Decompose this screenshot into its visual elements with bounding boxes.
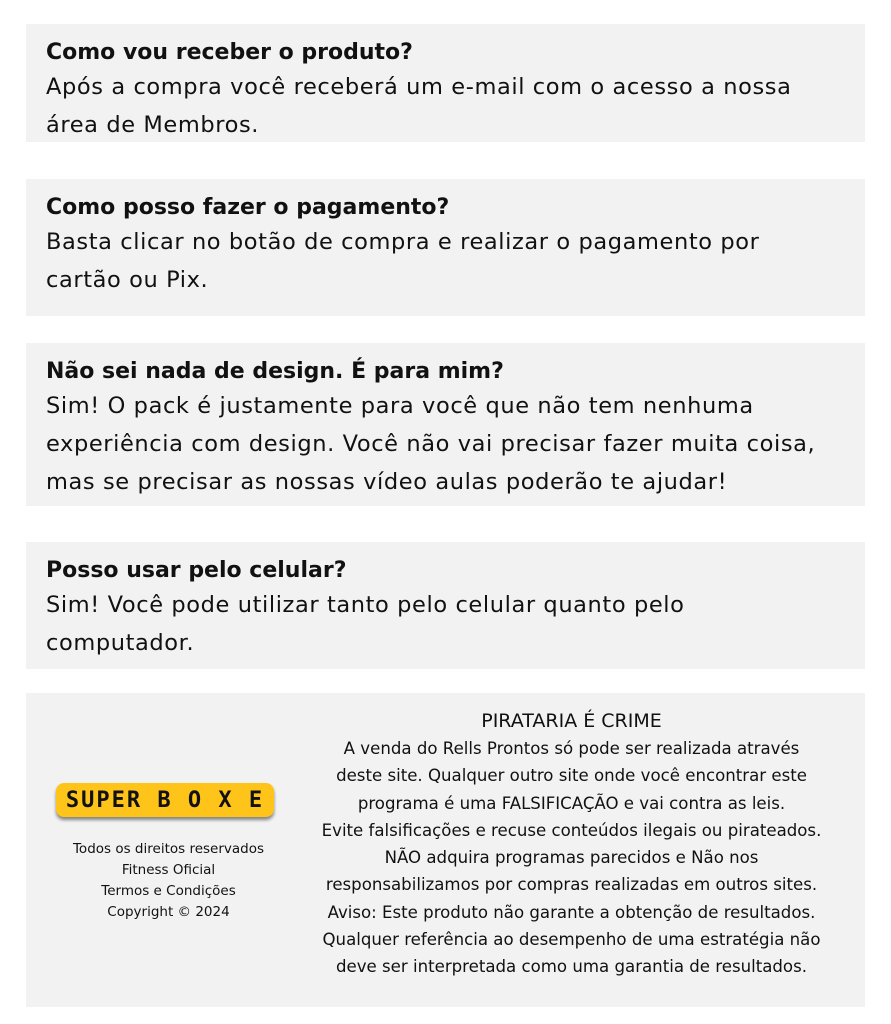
faq-question: Como posso fazer o pagamento? xyxy=(46,195,450,220)
piracy-title: PIRATARIA É CRIME xyxy=(481,710,662,732)
faq-answer-line: computador. xyxy=(46,630,195,656)
faq-question: Não sei nada de design. É para mim? xyxy=(46,359,504,384)
brand-name-text: Fitness Oficial xyxy=(121,862,216,878)
faq-item-mobile xyxy=(26,542,865,669)
legal-line: NÃO adquira programas parecidos e Não nos xyxy=(384,848,759,868)
faq-answer-line: Sim! Você pode utilizar tanto pelo celular quanto pelo xyxy=(46,592,685,618)
super-boxe-logo: SUPER B O X E xyxy=(56,783,274,817)
faq-answer-line: Sim! O pack é justamente para você que não tem nenhuma xyxy=(46,393,754,419)
faq-item-receive-product xyxy=(26,24,865,142)
legal-line: deste site. Qualquer outro site onde você encontrar este xyxy=(336,766,807,786)
terms-link[interactable]: Termos e Condições xyxy=(101,883,236,899)
legal-text xyxy=(284,735,859,981)
faq-item-payment xyxy=(26,179,865,316)
legal-line: A venda do Rells Prontos só pode ser realizada através xyxy=(343,739,800,758)
faq-question: Posso usar pelo celular? xyxy=(46,558,347,583)
footer-brand xyxy=(56,693,281,1007)
faq-question: Como vou receber o produto? xyxy=(46,40,413,65)
footer-legal xyxy=(284,707,859,981)
faq-answer-line: área de Membros. xyxy=(46,112,260,138)
faq-answer-line: Basta clicar no botão de compra e realizar o pagamento por xyxy=(46,229,760,255)
rights-reserved-text: Todos os direitos reservados xyxy=(72,841,265,857)
footer-brand-lines xyxy=(56,839,281,923)
faq-answer-line: mas se precisar as nossas vídeo aulas poderão te ajudar! xyxy=(46,469,728,495)
legal-line: Aviso: Este produto não garante a obtenção de resultados. xyxy=(327,902,816,922)
footer xyxy=(26,693,865,1007)
legal-line: Qualquer referência ao desempenho de uma estratégia não xyxy=(322,930,821,950)
faq-item-design xyxy=(26,343,865,506)
legal-line: deve ser interpretada como uma garantia de resultados. xyxy=(335,957,807,977)
legal-line: programa é uma FALSIFICAÇÃO e vai contra as leis. xyxy=(357,793,786,813)
legal-line: Evite falsificações e recuse conteúdos ilegais ou pirateados. xyxy=(321,820,822,840)
copyright-text: Copyright © 2024 xyxy=(107,904,230,920)
faq-answer-line: Após a compra você receberá um e-mail com o acesso a nossa xyxy=(46,74,792,100)
faq-answer-line: experiência com design. Você não vai precisar fazer muita coisa, xyxy=(46,431,816,457)
faq-answer-line: cartão ou Pix. xyxy=(46,267,209,293)
legal-line: responsabilizamos por compras realizadas em outros sites. xyxy=(325,875,818,895)
